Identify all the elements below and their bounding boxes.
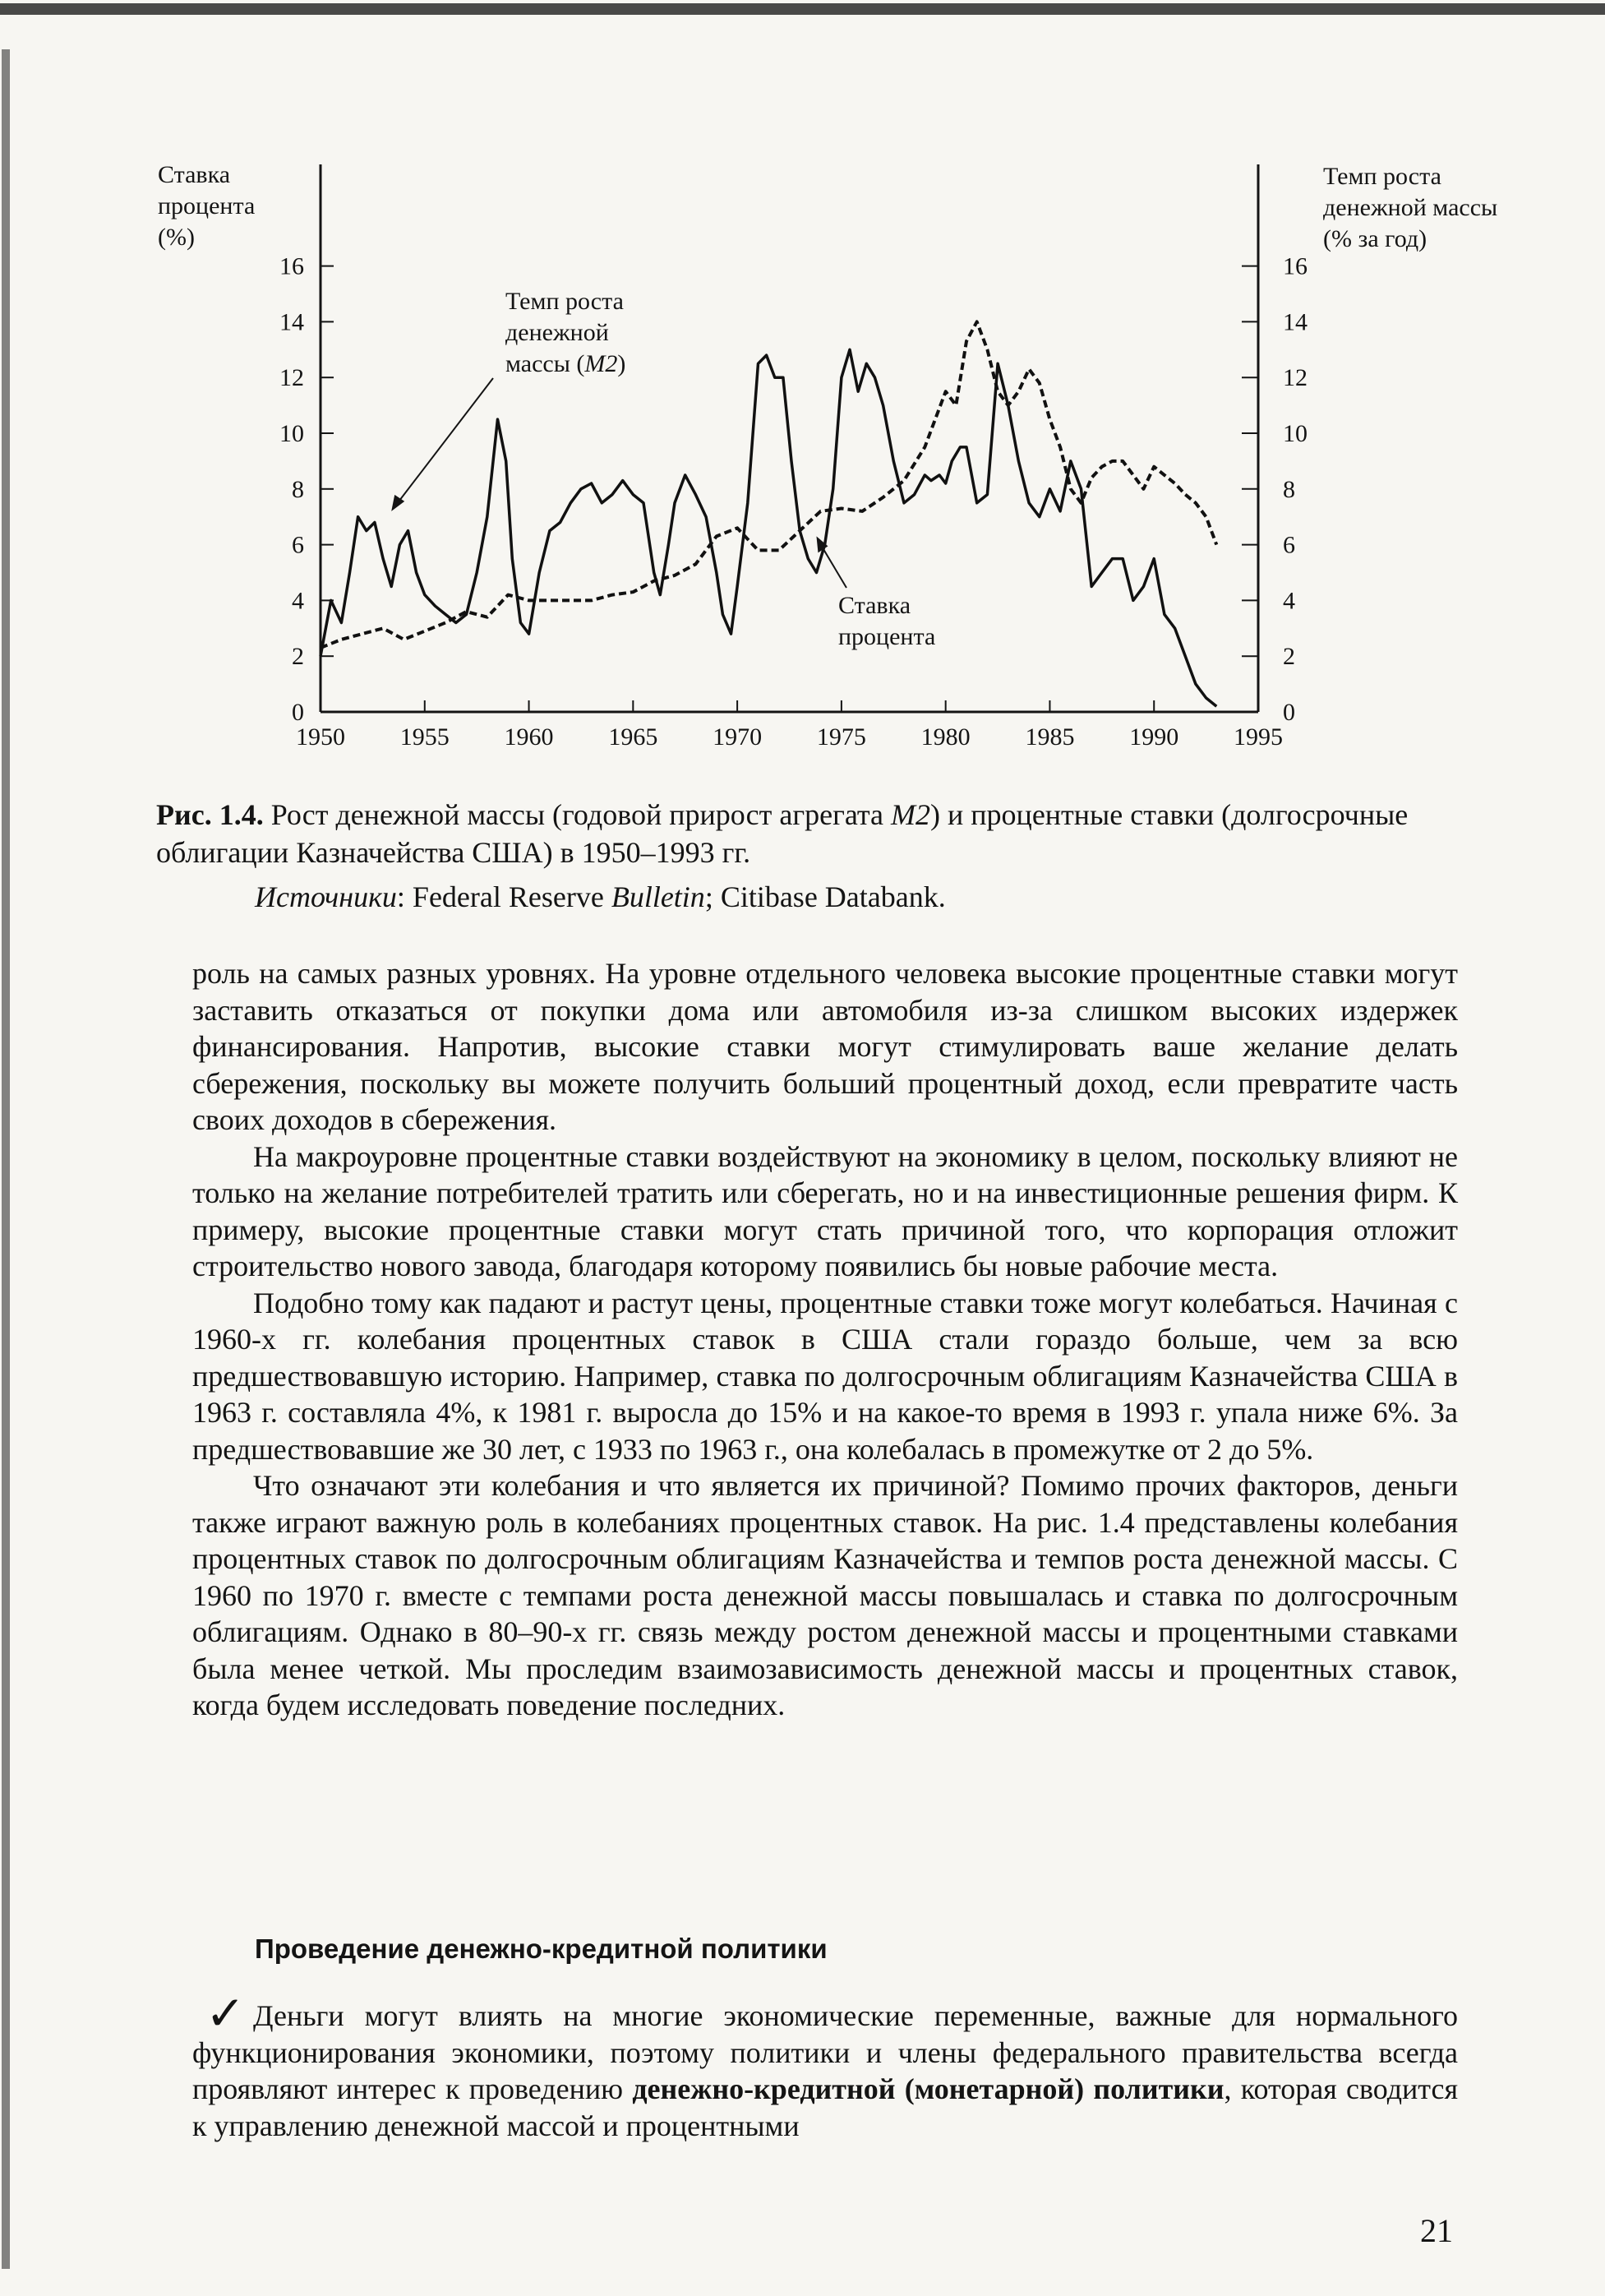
y-tick-label-right: 2 [1283, 643, 1295, 671]
y-tick-label-right: 0 [1283, 699, 1295, 726]
y-tick-label-left: 12 [279, 364, 304, 392]
y-tick-label-left: 16 [279, 252, 304, 280]
paragraph-1: роль на самых разных уровнях. На уровне отдельного человека высокие процентные ставки могут заставить отказаться от покупки дома или автомобиля из-за слишком высоких издержек финансирования. Напротив, высокие ставки могут стимулировать ваше желание делать сбережения, поскольку вы можете получить больший процентный доход, если превратите часть своих доходов в сбережения. [192, 957, 1458, 1136]
x-tick-label: 1980 [920, 723, 971, 751]
y-tick-label-right: 6 [1283, 531, 1295, 559]
y-tick-label-left: 8 [292, 475, 304, 503]
scan-edge-top [0, 3, 1605, 15]
right-axis-title: Темп роста денежной массы (% за год) [1323, 163, 1498, 252]
x-tick-label: 1960 [504, 723, 554, 751]
rate-annotation: Ставка процента [838, 592, 936, 650]
x-tick-label: 1965 [608, 723, 658, 751]
paragraph-4: Что означают эти колебания и что является их причиной? Помимо прочих факторов, деньги также играют важную роль в колебаниях процентных ставок. На рис. 1.4 представлены колебания процентных ставок по долгосрочным облигациям Казначейства и темпов роста денежной массы. С 1960 по 1970 г. вместе с темпами роста денежной массы повышалась и ставка по долгосрочным облигациям. Однако в 80–90-х гг. связь между ростом денежной массы и процентными ставками была менее четкой. Мы проследим взаимозависимость денежной массы и процентных ставок, когда будем исследовать поведение последних. [192, 1469, 1458, 1721]
y-tick-label-right: 10 [1283, 420, 1308, 447]
section-heading: Проведение денежно-кредитной политики [255, 1933, 828, 1964]
x-axis [296, 700, 1283, 751]
x-tick-label: 1950 [296, 723, 345, 751]
caption-suffix: ) и процентные ставки (долгосрочные облигации Казначейства США) в 1950–1993 гг. [156, 798, 1409, 869]
x-tick-label: 1990 [1129, 723, 1179, 751]
y-tick-label-left: 0 [292, 699, 304, 726]
y-tick-label-left: 6 [292, 531, 304, 559]
paragraph-3: Подобно тому как падают и растут цены, процентные ставки тоже могут колебаться. Начиная с 1960-х гг. колебания процентных ставок в США стали гораздо больше, чем за всю предшествовавшую историю. Например, ставка по долгосрочным облигациям Казначейства США в 1963 г. составляла 4%, к 1981 г. выросла до 15% и на какое-то время в 1993 г. упала ниже 6%. За предшествовавшие же 30 лет, с 1933 по 1963 г., она колебалась в промежутке от 2 до 5%. [192, 1286, 1458, 1466]
m2-annotation-italic: M2 [584, 350, 618, 377]
annotation-arrows [391, 378, 846, 588]
y-axis-left [279, 253, 334, 726]
y-tick-label-left: 14 [279, 308, 304, 336]
y-tick-label-right: 16 [1283, 252, 1308, 280]
m2-annotation-arrow [396, 378, 493, 505]
y-tick-label-left: 4 [292, 587, 304, 615]
m2-annotation [505, 286, 678, 380]
y-tick-label-right: 14 [1283, 308, 1308, 336]
section-paragraph-part1: Деньги могут влиять на многие экономические переменные, важные для нормального функционирования экономики, поэтому политики и члены федерального правительства всегда проявляют интерес к проведению [192, 1999, 1458, 2105]
caption-prefix: Рост денежной массы (годовой прирост агрегата [263, 798, 892, 831]
sources-italic: Bulletin [611, 880, 705, 913]
section-paragraph-part2: , которая сводится к управлению денежной массой и процентными [192, 2072, 1459, 2142]
checkmark-icon: ✓ [205, 1985, 246, 2041]
sources-label: Источники [255, 880, 397, 913]
section-paragraph [192, 1998, 1458, 2144]
chart [148, 148, 1315, 773]
paragraph-2: На макроуровне процентные ставки воздействуют на экономику в целом, поскольку влияют не только на желание потребителей тратить или сберегать, но и на инвестиционные решения фирм. К примеру, высокие процентные ставки могут стать причиной того, что корпорация отложит строительство нового завода, благодаря которому появились бы новые рабочие места. [192, 1139, 1458, 1282]
x-tick-label: 1975 [816, 723, 866, 751]
m2-annotation-prefix: Темп роста денежной массы ( [505, 288, 624, 377]
section-paragraph-bold: денежно-кредитной (монетарной) политики [632, 2072, 1225, 2105]
figure-sources [255, 878, 1561, 916]
caption-label: Рис. 1.4. [156, 798, 264, 831]
y-axis-right [1242, 253, 1308, 726]
x-tick-label: 1970 [713, 723, 763, 751]
x-tick-label: 1955 [399, 723, 450, 751]
caption-italic: M2 [891, 798, 931, 831]
series-line-interest-rate [321, 321, 1216, 648]
x-tick-label: 1985 [1025, 723, 1075, 751]
body-text [192, 955, 1458, 1724]
x-tick-label: 1995 [1234, 723, 1283, 751]
left-axis-title: Ставка процента (%) [158, 161, 256, 251]
y-tick-label-right: 8 [1283, 475, 1295, 503]
y-tick-label-right: 4 [1283, 587, 1295, 615]
figure-caption [156, 796, 1463, 871]
page-number: 21 [1420, 2212, 1453, 2249]
section-text [192, 1998, 1458, 2144]
y-tick-label-left: 2 [292, 643, 304, 671]
m2-annotation-suffix: ) [617, 350, 626, 377]
series-layer [321, 321, 1216, 706]
sources-part1: : Federal Reserve [396, 880, 611, 913]
rate-annotation-arrow [819, 543, 846, 588]
scan-edge-left [2, 49, 10, 2269]
sources-part2: ; Citibase Databank. [704, 880, 946, 913]
y-tick-label-left: 10 [279, 420, 304, 447]
series-line-m2-growth [321, 349, 1216, 706]
y-tick-label-right: 12 [1283, 364, 1308, 392]
